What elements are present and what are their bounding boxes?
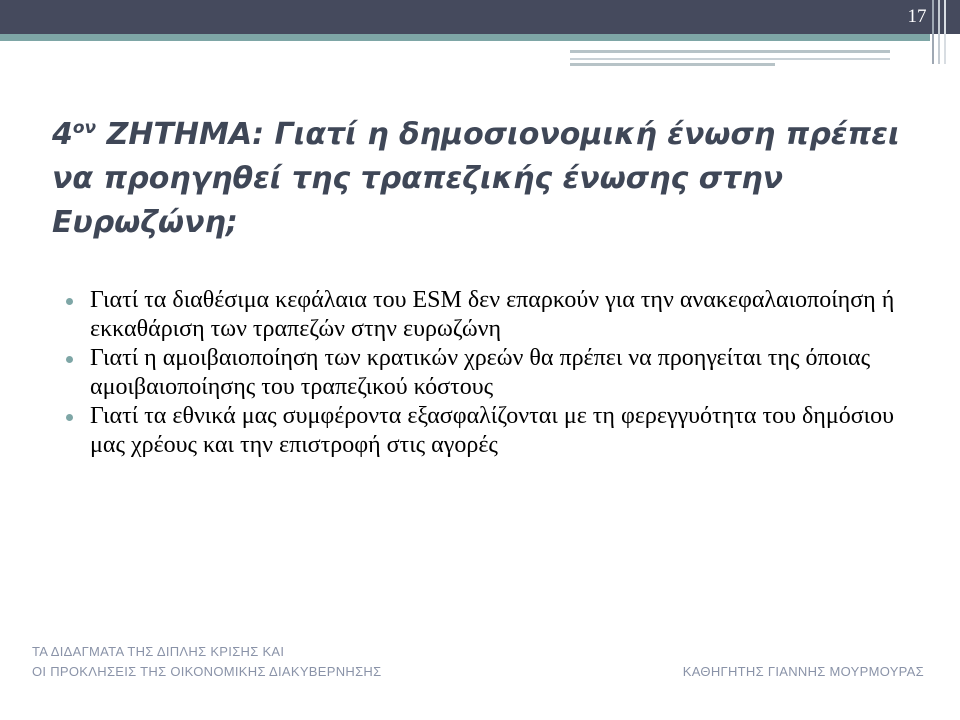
bullet-list (64, 286, 924, 460)
footer-author: ΚΑΘΗΓΗΤΗΣ ΓΙΑΝΝΗΣ ΜΟΥΡΜΟΥΡΑΣ (682, 664, 924, 679)
decor-stripe-3 (570, 63, 775, 66)
bullet-icon (66, 414, 73, 421)
bullet-text: Γιατί τα εθνικά μας συμφέροντα εξασφαλίζονται με τη φερεγγυότητα του δημόσιου μας χρέους και την επιστροφή στις αγορές (90, 403, 894, 458)
bullet-icon (66, 298, 73, 305)
list-item (64, 286, 924, 344)
slide-number: 17 (907, 6, 927, 27)
decor-vline-1 (932, 0, 934, 64)
title-superscript: ον (72, 118, 97, 138)
decor-stripe-1 (570, 50, 890, 53)
footer-presentation-title (32, 642, 492, 682)
list-item (64, 344, 924, 402)
slide-title (52, 106, 902, 245)
bullet-text: Γιατί τα διαθέσιμα κεφάλαια του ESM δεν επαρκούν για την ανακεφαλαιοποίηση ή εκκαθάριση των τραπεζών στην ευρωζώνη (90, 287, 895, 342)
footer-left-line-2: ΟΙ ΠΡΟΚΛΗΣΕΙΣ ΤΗΣ ΟΙΚΟΝΟΜΙΚΗΣ ΔΙΑΚΥΒΕΡΝΗΣΗΣ (32, 664, 382, 679)
decor-vline-3 (944, 0, 946, 64)
footer-left-line-1: ΤΑ ΔΙΔΑΓΜΑΤΑ ΤΗΣ ΔΙΠΛΗΣ ΚΡΙΣΗΣ ΚΑΙ (32, 644, 285, 659)
bullet-icon (66, 356, 73, 363)
decor-vline-2 (938, 0, 940, 64)
bullet-text: Γιατί η αμοιβαιοποίηση των κρατικών χρεών θα πρέπει να προηγείται της όποιας αμοιβαιοποίησης του τραπεζικού κόστους (90, 345, 871, 400)
top-bar (0, 0, 960, 34)
decor-stripe-2 (570, 58, 890, 60)
list-item (64, 402, 924, 460)
title-text: ΖΗΤΗΜΑ: Γιατί η δημοσιονομική ένωση πρέπει να προηγηθεί της τραπεζικής ένωσης στην Ευρωζώνη; (52, 117, 900, 240)
title-number: 4 (52, 117, 73, 152)
accent-line (0, 34, 930, 41)
